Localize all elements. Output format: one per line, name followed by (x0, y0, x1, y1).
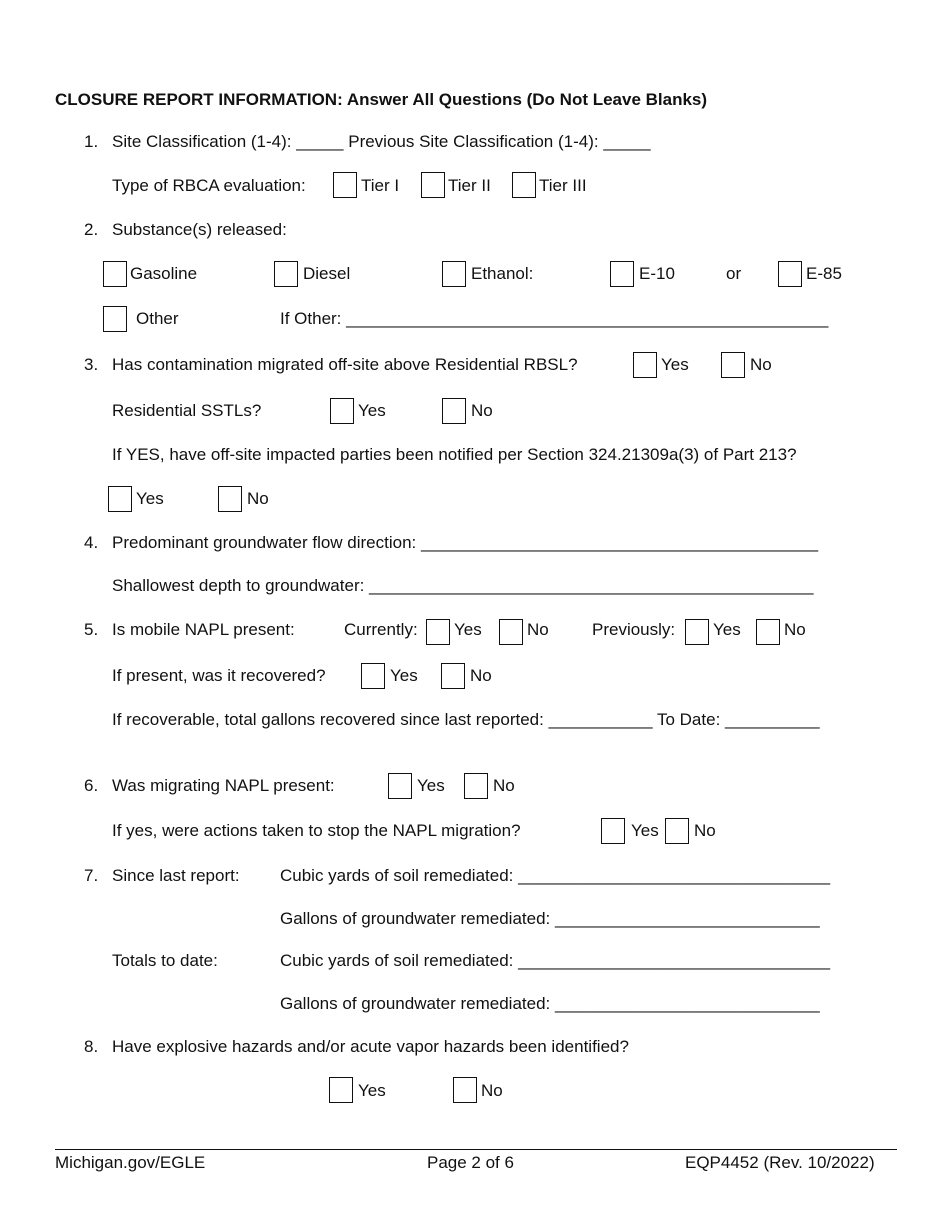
footer-page-number: Page 2 of 6 (427, 1153, 514, 1172)
rbsl-yes-label: Yes (661, 355, 689, 374)
footer-divider (55, 1149, 897, 1150)
migrating-no-label: No (493, 776, 515, 795)
actions-yes-label: Yes (631, 821, 659, 840)
e85-checkbox[interactable] (778, 261, 802, 287)
q1-number: 1. (84, 132, 99, 151)
footer-form-id: EQP4452 (Rev. 10/2022) (685, 1153, 875, 1172)
sstl-no-checkbox[interactable] (442, 398, 466, 424)
since-last-report-label: Since last report: (112, 866, 240, 885)
currently-label: Currently: (344, 620, 418, 639)
recovered-yes-checkbox[interactable] (361, 663, 385, 689)
ethanol-label: Ethanol: (471, 264, 534, 283)
q2-number: 2. (84, 220, 99, 239)
hazards-yes-checkbox[interactable] (329, 1077, 353, 1103)
actions-yes-checkbox[interactable] (601, 818, 625, 844)
hazards-yes-label: Yes (358, 1081, 386, 1100)
q7-number: 7. (84, 866, 99, 885)
notify-no-label: No (247, 489, 269, 508)
q2-substances-text: Substance(s) released: (112, 220, 287, 239)
ethanol-checkbox[interactable] (442, 261, 466, 287)
actions-no-label: No (694, 821, 716, 840)
footer-website: Michigan.gov/EGLE (55, 1153, 206, 1172)
rbsl-no-checkbox[interactable] (721, 352, 745, 378)
if-other-field[interactable]: If Other: ___________________________________________________ (280, 309, 829, 328)
actions-text: If yes, were actions taken to stop the NAPL migration? (112, 821, 521, 840)
q3-notify-text: If YES, have off-site impacted parties been notified per Section 324.21309a(3) of Part 213? (112, 445, 797, 464)
groundwater-since-field[interactable]: Gallons of groundwater remediated: ____________________________ (280, 909, 820, 928)
recovered-no-label: No (470, 666, 492, 685)
notify-yes-checkbox[interactable] (108, 486, 132, 512)
actions-no-checkbox[interactable] (665, 818, 689, 844)
rbsl-no-label: No (750, 355, 772, 374)
currently-no-checkbox[interactable] (499, 619, 523, 645)
e10-label: E-10 (639, 264, 675, 283)
previously-no-label: No (784, 620, 806, 639)
groundwater-total-field[interactable]: Gallons of groundwater remediated: ____________________________ (280, 994, 820, 1013)
recovered-no-checkbox[interactable] (441, 663, 465, 689)
migrating-no-checkbox[interactable] (464, 773, 488, 799)
other-checkbox[interactable] (103, 306, 127, 332)
hazards-no-label: No (481, 1081, 503, 1100)
currently-yes-checkbox[interactable] (426, 619, 450, 645)
tier3-label: Tier III (539, 176, 587, 195)
tier1-checkbox[interactable] (333, 172, 357, 198)
migrating-yes-checkbox[interactable] (388, 773, 412, 799)
previously-label: Previously: (592, 620, 676, 639)
groundwater-depth-field[interactable]: Shallowest depth to groundwater: _______________________________________________ (112, 576, 814, 595)
or-label: or (726, 264, 742, 283)
q5-napl-text: Is mobile NAPL present: (112, 620, 295, 639)
section-heading: CLOSURE REPORT INFORMATION: Answer All Questions (Do Not Leave Blanks) (55, 90, 708, 109)
recovered-text: If present, was it recovered? (112, 666, 326, 685)
gasoline-checkbox[interactable] (103, 261, 127, 287)
notify-yes-label: Yes (136, 489, 164, 508)
q1-rbca-label: Type of RBCA evaluation: (112, 176, 306, 195)
hazards-no-checkbox[interactable] (453, 1077, 477, 1103)
q8-number: 8. (84, 1037, 99, 1056)
tier1-label: Tier I (361, 176, 400, 195)
soil-total-field[interactable]: Cubic yards of soil remediated: _________________________________ (280, 951, 831, 970)
rbsl-yes-checkbox[interactable] (633, 352, 657, 378)
diesel-label: Diesel (303, 264, 351, 283)
totals-to-date-label: Totals to date: (112, 951, 218, 970)
previously-no-checkbox[interactable] (756, 619, 780, 645)
recovered-yes-label: Yes (390, 666, 418, 685)
q3-migration-text: Has contamination migrated off-site above Residential RBSL? (112, 355, 578, 374)
gasoline-label: Gasoline (130, 264, 198, 283)
groundwater-flow-field[interactable]: Predominant groundwater flow direction: __________________________________________ (112, 533, 819, 552)
migrating-yes-label: Yes (417, 776, 445, 795)
sstl-label: Residential SSTLs? (112, 401, 262, 420)
q8-hazards-text: Have explosive hazards and/or acute vapor hazards been identified? (112, 1037, 629, 1056)
e85-label: E-85 (806, 264, 842, 283)
currently-no-label: No (527, 620, 549, 639)
q1-site-classification-text: Site Classification (1-4): _____ Previous Site Classification (1-4): _____ (112, 132, 651, 151)
gallons-recovered-field[interactable]: If recoverable, total gallons recovered since last reported: ___________ To Date: __________ (112, 710, 820, 729)
q4-number: 4. (84, 533, 99, 552)
e10-checkbox[interactable] (610, 261, 634, 287)
tier2-label: Tier II (448, 176, 491, 195)
tier3-checkbox[interactable] (512, 172, 536, 198)
sstl-yes-label: Yes (358, 401, 386, 420)
previously-yes-checkbox[interactable] (685, 619, 709, 645)
notify-no-checkbox[interactable] (218, 486, 242, 512)
q5-number: 5. (84, 620, 99, 639)
diesel-checkbox[interactable] (274, 261, 298, 287)
other-label: Other (136, 309, 179, 328)
currently-yes-label: Yes (454, 620, 482, 639)
previously-yes-label: Yes (713, 620, 741, 639)
tier2-checkbox[interactable] (421, 172, 445, 198)
sstl-yes-checkbox[interactable] (330, 398, 354, 424)
q6-migrating-text: Was migrating NAPL present: (112, 776, 335, 795)
q6-number: 6. (84, 776, 99, 795)
q3-number: 3. (84, 355, 99, 374)
soil-since-field[interactable]: Cubic yards of soil remediated: _________________________________ (280, 866, 831, 885)
sstl-no-label: No (471, 401, 493, 420)
